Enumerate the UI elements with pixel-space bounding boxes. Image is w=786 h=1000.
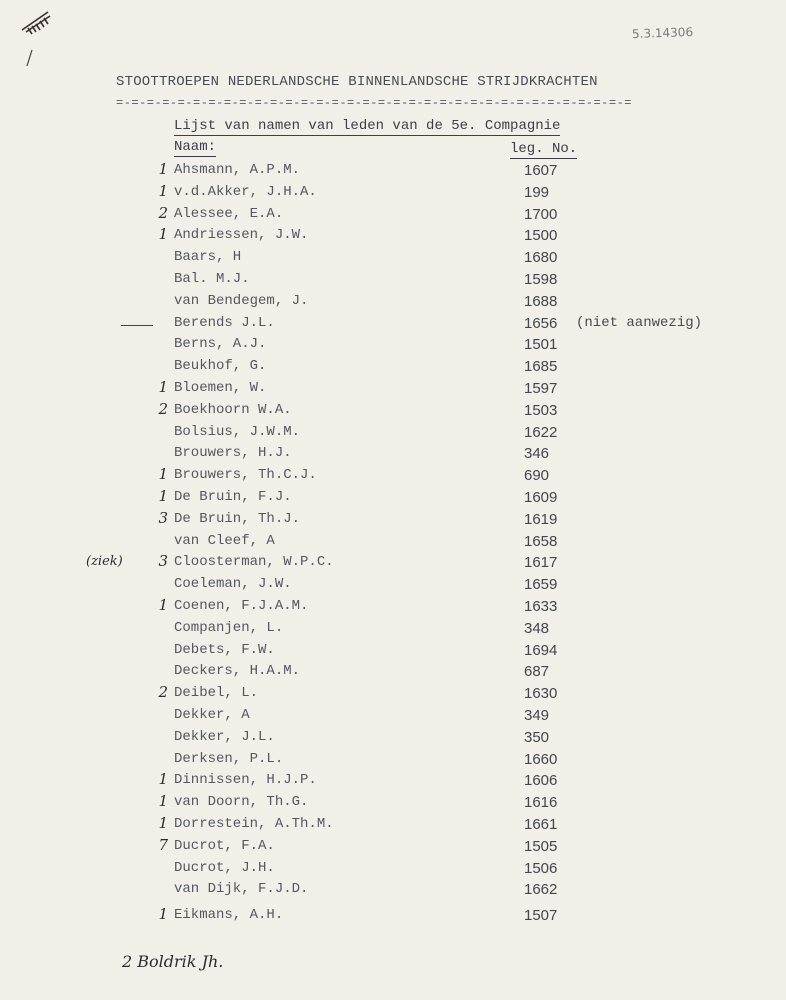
list-row <box>0 315 786 337</box>
member-name: van Cleef, A <box>174 532 275 549</box>
list-row <box>0 399 786 424</box>
legitimation-number: 690 <box>524 467 550 485</box>
member-name: De Bruin, Th.J. <box>174 510 301 527</box>
legitimation-number: 1662 <box>524 881 558 899</box>
corner-tick-mark <box>24 48 36 73</box>
list-row <box>0 336 786 358</box>
legitimation-number: 1500 <box>524 227 558 245</box>
list-row <box>0 620 786 642</box>
member-name: Bloemen, W. <box>174 380 267 396</box>
handwritten-count-mark: 3 <box>158 552 168 571</box>
member-name: Dinnissen, H.J.P. <box>174 772 317 789</box>
legitimation-number: 1688 <box>524 292 558 310</box>
list-row <box>0 772 786 794</box>
handwritten-margin-note: (ziek) <box>86 554 123 570</box>
handwritten-count-mark: 1 <box>158 181 168 200</box>
list-row <box>0 380 786 402</box>
member-name: De Bruin, F.J. <box>174 489 292 505</box>
legitimation-number: 1506 <box>524 859 558 877</box>
member-name: Debets, F.W. <box>174 641 275 658</box>
member-name: van Doorn, Th.G. <box>174 794 309 811</box>
legitimation-number: 1617 <box>524 554 558 572</box>
member-name: Ducrot, J.H. <box>174 859 275 876</box>
member-name: Alessee, E.A. <box>174 205 284 222</box>
member-name: Dorrestein, A.Th.M. <box>174 816 334 832</box>
member-name: Eikmans, A.H. <box>174 907 284 924</box>
list-title: Lijst van namen van leden van de 5e. Compagnie <box>174 118 561 134</box>
handwritten-count-mark: 7 <box>158 835 168 854</box>
member-name: Dekker, A <box>174 707 250 723</box>
legitimation-number: 350 <box>524 728 550 746</box>
row-remark: (niet aanwezig) <box>576 314 703 331</box>
list-row <box>0 794 786 816</box>
handwritten-count-mark: 2 <box>158 683 168 702</box>
list-row <box>0 489 786 511</box>
list-row <box>0 881 786 903</box>
list-row <box>0 835 786 860</box>
handwritten-count-mark: 2 <box>158 203 168 222</box>
member-name: Ducrot, F.A. <box>174 837 275 854</box>
legitimation-number: 1694 <box>524 641 558 659</box>
handwritten-count-mark: 2 <box>158 399 168 418</box>
legitimation-number: 1680 <box>524 249 558 267</box>
title-underline: =-=-=-=-=-=-=-=-=-=-=-=-=-=-=-=-=-=-=-=-=-=-=-=-=-=-=-=-=-=-=-=-=-= <box>116 96 632 110</box>
member-name: Andriessen, J.W. <box>174 227 309 244</box>
list-row <box>0 751 786 773</box>
list-row <box>0 860 786 882</box>
list-row <box>0 467 786 489</box>
column-header-number: leg. No. <box>510 141 578 157</box>
corner-scribble <box>18 8 58 43</box>
organization-title: STOOTTROEPEN NEDERLANDSCHE BINNENLANDSCHE STRIJDKRACHTEN <box>116 74 598 90</box>
list-row <box>0 249 786 271</box>
legitimation-number: 1619 <box>524 510 558 528</box>
member-name: Boekhoorn W.A. <box>174 401 292 418</box>
legitimation-number: 1658 <box>524 532 558 550</box>
list-row <box>0 576 786 598</box>
list-row <box>0 907 786 929</box>
legitimation-number: 348 <box>524 619 550 637</box>
legitimation-number: 199 <box>524 183 550 201</box>
legitimation-number: 1661 <box>524 816 558 833</box>
member-name: Derksen, P.L. <box>174 750 284 767</box>
legitimation-number: 1633 <box>524 598 558 615</box>
handwritten-footer-note: 2 Boldrik Jh. <box>122 952 224 971</box>
member-name: Coenen, F.J.A.M. <box>174 598 309 614</box>
member-name: Berends J.L. <box>174 314 275 331</box>
legitimation-number: 1660 <box>524 750 558 768</box>
legitimation-number: 1609 <box>524 489 558 506</box>
legitimation-number: 349 <box>524 707 550 724</box>
list-row <box>0 181 786 206</box>
member-name: Bolsius, J.W.M. <box>174 423 301 440</box>
member-name: van Dijk, F.J.D. <box>174 881 309 898</box>
legitimation-number: 1598 <box>524 271 558 288</box>
list-row <box>0 445 786 467</box>
member-name: van Bendegem, J. <box>174 292 309 309</box>
handwritten-count-mark: 1 <box>158 225 168 244</box>
legitimation-number: 1597 <box>524 380 558 397</box>
legitimation-number: 1700 <box>524 205 558 223</box>
member-name: Bal. M.J. <box>174 271 250 287</box>
member-name: Brouwers, H.J. <box>174 445 292 462</box>
list-row <box>0 642 786 664</box>
column-header-name: Naam: <box>174 139 217 155</box>
member-name: Baars, H <box>174 249 242 266</box>
member-name: v.d.Akker, J.H.A. <box>174 183 317 200</box>
member-name: Brouwers, Th.C.J. <box>174 467 317 484</box>
handwritten-count-mark: 1 <box>158 465 168 484</box>
member-name: Berns, A.J. <box>174 336 267 353</box>
legitimation-number: 1606 <box>524 772 558 790</box>
list-row <box>0 533 786 555</box>
handwritten-count-mark: 1 <box>158 792 168 811</box>
list-row <box>0 227 786 249</box>
archive-reference: 5.3.14306 <box>631 24 694 42</box>
legitimation-number: 1507 <box>524 907 558 925</box>
list-row <box>0 358 786 380</box>
handwritten-count-mark: 1 <box>158 596 168 614</box>
member-name: Deibel, L. <box>174 685 259 702</box>
list-row <box>0 598 786 620</box>
handwritten-dash-mark <box>121 325 153 326</box>
member-name: Coeleman, J.W. <box>174 576 292 593</box>
legitimation-number: 1685 <box>524 358 558 376</box>
legitimation-number: 1656 <box>524 314 558 332</box>
legitimation-number: 1659 <box>524 576 558 594</box>
handwritten-count-mark: 1 <box>158 378 168 396</box>
legitimation-number: 1630 <box>524 685 558 703</box>
list-row <box>0 816 786 838</box>
handwritten-count-mark: 1 <box>158 160 168 178</box>
handwritten-count-mark: 1 <box>158 487 168 505</box>
member-name: Deckers, H.A.M. <box>174 663 301 680</box>
legitimation-number: 1503 <box>524 401 558 419</box>
list-row <box>0 508 786 533</box>
legitimation-number: 1501 <box>524 336 558 354</box>
list-row <box>0 271 786 293</box>
list-row <box>0 663 786 685</box>
legitimation-number: 1505 <box>524 837 558 855</box>
legitimation-number: 1607 <box>524 162 558 179</box>
legitimation-number: 1616 <box>524 794 558 812</box>
list-row <box>0 685 786 707</box>
member-name: Beukhof, G. <box>174 358 267 375</box>
legitimation-number: 346 <box>524 445 550 463</box>
list-row <box>0 554 786 576</box>
list-row <box>0 424 786 446</box>
list-row <box>0 707 786 729</box>
member-name: Ahsmann, A.P.M. <box>174 162 301 178</box>
list-row <box>0 162 786 184</box>
handwritten-count-mark: 1 <box>158 770 168 789</box>
handwritten-count-mark: 3 <box>158 508 168 527</box>
member-name: Companjen, L. <box>174 619 284 636</box>
legitimation-number: 687 <box>524 663 550 681</box>
legitimation-number: 1622 <box>524 423 558 441</box>
handwritten-count-mark: 1 <box>158 814 168 832</box>
list-row <box>0 729 786 751</box>
list-row <box>0 203 786 228</box>
member-name: Dekker, J.L. <box>174 728 275 745</box>
list-row <box>0 293 786 315</box>
member-name: Cloosterman, W.P.C. <box>174 554 334 571</box>
handwritten-count-mark: 1 <box>158 905 168 924</box>
